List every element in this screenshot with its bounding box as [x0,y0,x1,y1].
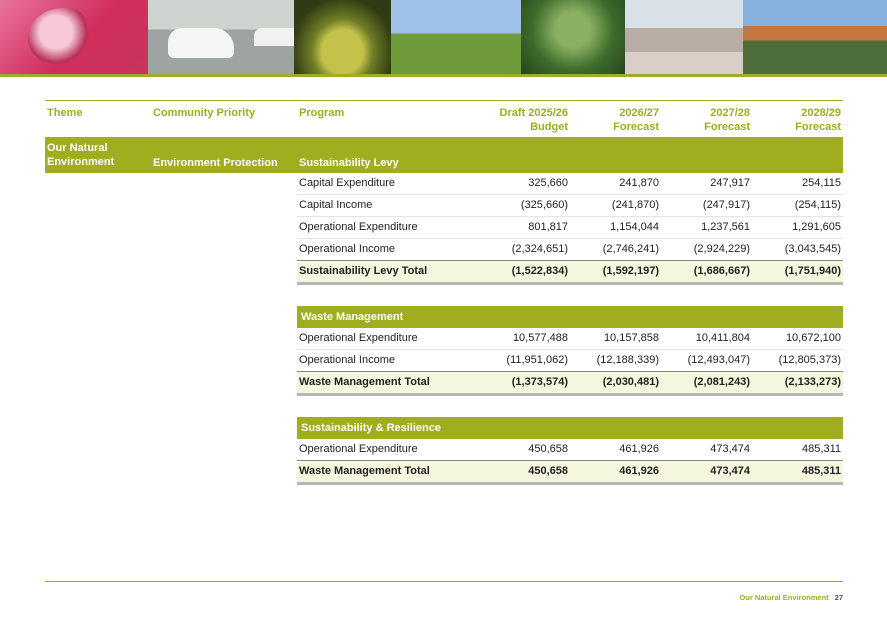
cell-value: (12,805,373) [752,349,843,371]
row-label: Operational Expenditure [297,439,479,461]
row-label: Operational Income [297,349,479,371]
waterside-building-photo [743,0,887,74]
header-program: Program [299,107,345,119]
section-header-row [45,306,843,328]
children-playground-photo [0,0,148,74]
header-2027-28: 2027/28 Forecast [704,107,750,133]
cell-value: (12,188,339) [570,349,661,371]
cell-value: 247,917 [661,173,752,195]
theme-cell: Our Natural Environment [45,137,151,173]
section-title: Sustainability Levy [297,137,843,173]
cell-value: (247,917) [661,194,752,216]
cell-value: (2,746,241) [570,238,661,260]
header-2026-27: 2026/27 Forecast [613,107,659,133]
total-row [45,371,843,394]
row-label: Capital Income [297,194,479,216]
electric-car-charging-photo [148,0,294,74]
children-planting-photo [521,0,625,74]
cell-value: 1,154,044 [570,216,661,238]
cell-value: 325,660 [479,173,570,195]
cell-value: (3,043,545) [752,238,843,260]
frog-photo [294,0,391,74]
header-2025-26: Draft 2025/26 Budget [499,107,568,133]
total-value: (2,133,273) [752,371,843,394]
row-label: Operational Expenditure [297,328,479,350]
footer-divider [45,581,843,582]
table-row [45,216,843,238]
total-value: (1,686,667) [661,260,752,283]
cell-value: 10,157,858 [570,328,661,350]
total-row [45,260,843,283]
total-value: 461,926 [570,460,661,483]
cell-value: (12,493,047) [661,349,752,371]
table-header-row [45,101,843,137]
page-number: 27 [834,593,843,602]
header-theme: Theme [47,107,83,119]
row-label: Operational Expenditure [297,216,479,238]
total-value: 450,658 [479,460,570,483]
total-row [45,460,843,483]
family-park-photo [391,0,521,74]
total-label: Waste Management Total [297,460,479,483]
header-priority: Community Priority [153,107,256,119]
section-title: Sustainability & Resilience [297,417,843,439]
cell-value: 1,237,561 [661,216,752,238]
cell-value: 450,658 [479,439,570,461]
cell-value: (254,115) [752,194,843,216]
page-footer [739,593,843,602]
total-value: (1,592,197) [570,260,661,283]
cell-value: 801,817 [479,216,570,238]
priority-cell: Environment Protection [151,137,297,173]
table-row [45,439,843,461]
section-header-row [45,417,843,439]
total-value: (1,373,574) [479,371,570,394]
cell-value: 241,870 [570,173,661,195]
cell-value: 10,672,100 [752,328,843,350]
footer-section: Our Natural Environment [739,593,829,602]
cell-value: 1,291,605 [752,216,843,238]
section-title: Waste Management [297,306,843,328]
total-label: Waste Management Total [297,371,479,394]
table-row [45,328,843,350]
budget-table [45,100,843,485]
total-value: (1,751,940) [752,260,843,283]
cell-value: 485,311 [752,439,843,461]
header-2028-29: 2028/29 Forecast [795,107,841,133]
cell-value: (2,324,651) [479,238,570,260]
table-row [45,194,843,216]
cell-value: (11,951,062) [479,349,570,371]
cell-value: (325,660) [479,194,570,216]
cell-value: 254,115 [752,173,843,195]
table-row [45,349,843,371]
total-value: (1,522,834) [479,260,570,283]
cell-value: 10,411,804 [661,328,752,350]
cell-value: 10,577,488 [479,328,570,350]
row-label: Operational Income [297,238,479,260]
photo-strip [0,0,887,74]
total-label: Sustainability Levy Total [297,260,479,283]
table-row [45,238,843,260]
total-value: 485,311 [752,460,843,483]
cell-value: (241,870) [570,194,661,216]
total-value: (2,030,481) [570,371,661,394]
cell-value: 473,474 [661,439,752,461]
cell-value: 461,926 [570,439,661,461]
theme-row [45,137,843,173]
total-value: (2,081,243) [661,371,752,394]
street-walkers-photo [625,0,743,74]
cell-value: (2,924,229) [661,238,752,260]
row-label: Capital Expenditure [297,173,479,195]
header-divider [0,74,887,77]
total-value: 473,474 [661,460,752,483]
table-row [45,173,843,195]
